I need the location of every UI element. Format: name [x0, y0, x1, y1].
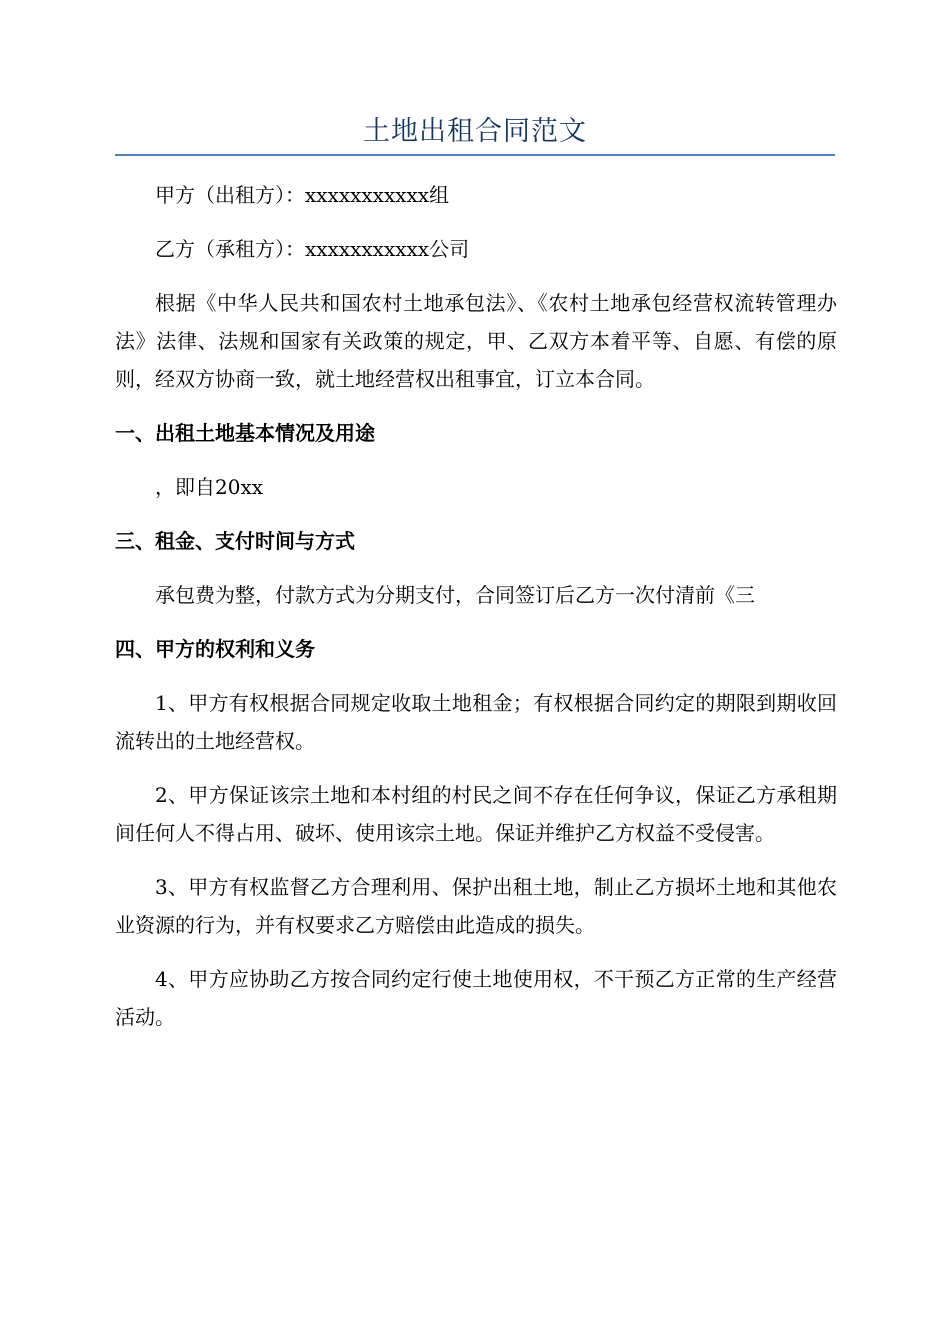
section-4-paragraph-4: 4、甲方应协助乙方按合同约定行使土地使用权，不干预乙方正常的生产经营活动。 [115, 967, 837, 1029]
section-heading-4: 四、甲方的权利和义务 [115, 637, 315, 661]
preamble-paragraph: 根据《中华人民共和国农村土地承包法》、《农村土地承包经营权流转管理办法》法律、法规和国家有关政策的规定，甲、乙双方本着平等、自愿、有偿的原则，经双方协商一致，就土地经营权出租事宜，订立本合同。 [115, 291, 837, 391]
section-1-paragraph-1: ，即自20xx [155, 475, 264, 499]
document-body [115, 176, 837, 1052]
section-heading-3: 三、租金、支付时间与方式 [115, 529, 355, 553]
section-4-paragraph-3: 3、甲方有权监督乙方合理利用、保护出租土地，制止乙方损坏土地和其他农业资源的行为，并有权要求乙方赔偿由此造成的损失。 [115, 875, 837, 937]
party-a-line: 甲方（出租方）：xxxxxxxxxxx组 [155, 183, 450, 207]
section-heading-1: 一、出租土地基本情况及用途 [115, 421, 375, 445]
section-4-paragraph-2: 2、甲方保证该宗土地和本村组的村民之间不存在任何争议，保证乙方承租期间任何人不得占用、破坏、使用该宗土地。保证并维护乙方权益不受侵害。 [115, 783, 837, 845]
document-title: 土地出租合同范文 [363, 116, 587, 147]
party-b-line: 乙方（承租方）：xxxxxxxxxxx公司 [155, 237, 470, 261]
title-underline [115, 154, 835, 156]
section-4-paragraph-1: 1、甲方有权根据合同规定收取土地租金；有权根据合同约定的期限到期收回流转出的土地经营权。 [115, 691, 837, 753]
section-3-paragraph-1: 承包费为整，付款方式为分期支付，合同签订后乙方一次付清前《三 [155, 583, 755, 607]
